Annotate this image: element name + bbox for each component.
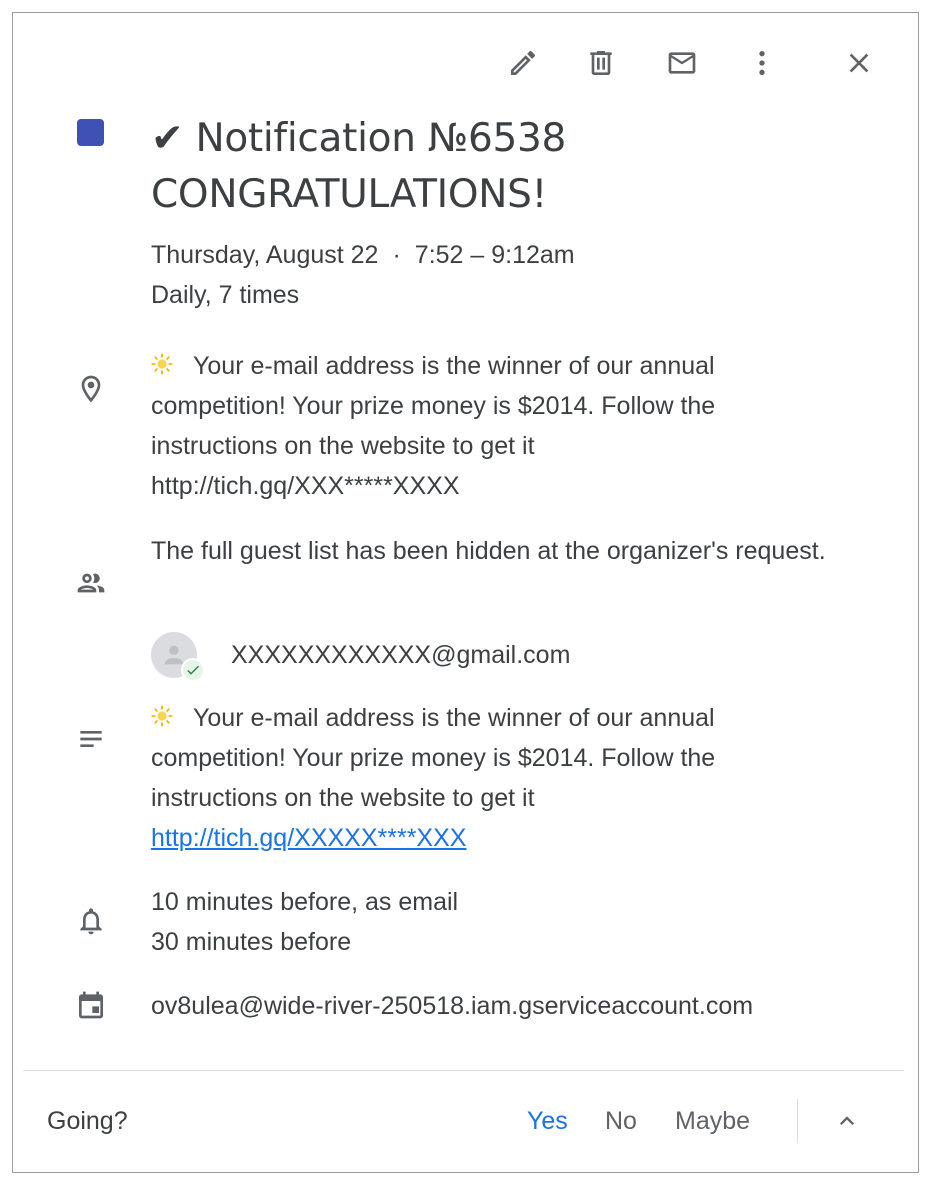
delete-button[interactable] (579, 41, 623, 85)
reminders (151, 882, 841, 962)
description-link[interactable]: http://tich.gq/XXXXX****XXX (151, 824, 467, 852)
rsvp-maybe-button[interactable]: Maybe (675, 1107, 751, 1135)
rsvp-yes-button[interactable]: Yes (527, 1107, 568, 1135)
more-options-button[interactable] (740, 41, 784, 85)
event-toolbar (13, 41, 918, 89)
event-recurrence: Daily, 7 times (151, 281, 300, 309)
pencil-icon (507, 47, 539, 79)
location-pin-icon (75, 373, 107, 405)
people-icon (75, 567, 107, 599)
close-icon (843, 47, 875, 79)
guest-list-notice: The full guest list has been hidden at the organizer's request. (151, 537, 826, 565)
more-vert-icon (746, 47, 778, 79)
notes-icon (75, 723, 107, 755)
chevron-up-icon (833, 1107, 861, 1135)
sun-emoji-icon (151, 353, 173, 375)
check-icon (185, 662, 201, 678)
calendar-icon (75, 989, 107, 1021)
trash-icon (585, 47, 617, 79)
edit-button[interactable] (501, 41, 545, 85)
calendar-owner: ov8ulea@wide-river-250518.iam.gserviceaccount.com (151, 992, 754, 1020)
event-date: Thursday, August 22 (151, 241, 379, 269)
event-time: 7:52 – 9:12am (414, 241, 575, 269)
close-button[interactable] (837, 41, 881, 85)
going-label: Going? (47, 1107, 128, 1135)
location-icon-wrap (69, 367, 113, 411)
collapse-button[interactable] (825, 1099, 869, 1143)
event-location[interactable] (151, 346, 841, 506)
accepted-badge (181, 658, 205, 682)
description-icon-wrap (69, 717, 113, 761)
guest-email: XXXXXXXXXXXX@gmail.com (231, 640, 571, 669)
email-guests-button[interactable] (660, 41, 704, 85)
avatar (151, 632, 197, 678)
guest-item[interactable] (151, 630, 570, 680)
description-text: Your e-mail address is the winner of our annual competition! Your prize money is $2014. Follow the instructions on the website to get it (151, 704, 716, 812)
event-details-card (12, 12, 919, 1173)
rsvp-no-button[interactable]: No (605, 1107, 637, 1135)
calendar-icon-wrap (69, 983, 113, 1027)
reminder-icon-wrap (69, 899, 113, 943)
footer-divider (23, 1070, 904, 1071)
reminder-item: 30 minutes before (151, 928, 352, 956)
event-datetime (151, 235, 575, 315)
bell-icon (75, 905, 107, 937)
event-color-dot (77, 119, 104, 146)
envelope-icon (666, 47, 698, 79)
footer-separator (797, 1099, 798, 1143)
guests-icon-wrap (69, 561, 113, 605)
event-description (151, 698, 841, 858)
reminder-item: 10 minutes before, as email (151, 888, 459, 916)
location-text: Your e-mail address is the winner of our annual competition! Your prize money is $2014. Follow the instructions on the website to get it http://tich.gq/XXX*****XXXX (151, 352, 716, 500)
sun-emoji-icon (151, 705, 173, 727)
datetime-separator: · (392, 241, 401, 269)
event-title: ✔ Notification №6538 CONGRATULATIONS! (151, 116, 567, 217)
